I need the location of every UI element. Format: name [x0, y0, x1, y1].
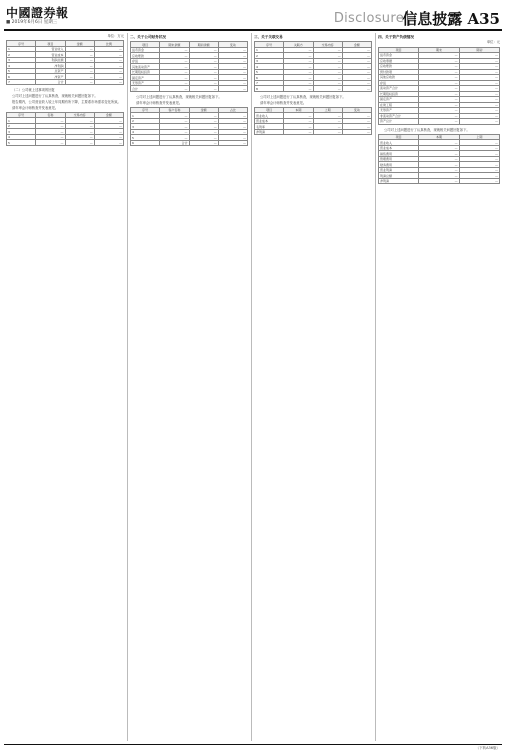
table-header-cell: 名称	[36, 112, 65, 118]
table-cell: 无形资产	[131, 80, 160, 86]
table-cell: —	[313, 113, 342, 119]
table-cell: —	[36, 118, 65, 124]
table-cell: —	[160, 69, 189, 75]
table-cell: 5	[255, 69, 284, 75]
table-header-cell: 变动	[218, 42, 247, 48]
table-cell: —	[160, 135, 189, 141]
table-cell: 净利润	[255, 129, 284, 135]
table-cell: —	[284, 58, 313, 64]
table-header-cell: 金额	[342, 42, 371, 48]
table-cell: 流动资产合计	[379, 86, 419, 92]
table-cell: —	[459, 91, 499, 97]
table-cell: —	[218, 86, 247, 92]
table-header-cell: 序号	[7, 112, 36, 118]
table-cell: —	[94, 129, 123, 135]
table-cell: —	[94, 140, 123, 146]
table-cell: —	[36, 129, 65, 135]
table-cell: —	[94, 118, 123, 124]
header-rule	[4, 29, 502, 31]
table-cell: 2	[255, 53, 284, 59]
footer-rule	[4, 744, 502, 745]
table-header-cell: 金额	[65, 41, 94, 47]
table-cell: 1	[131, 113, 160, 119]
table-row	[255, 129, 372, 135]
table-cell: 5	[131, 135, 160, 141]
table-cell: 存货	[379, 80, 419, 86]
table-cell: —	[36, 140, 65, 146]
table-cell: 无形资产	[379, 108, 419, 114]
table-cell: —	[94, 123, 123, 129]
table-cell: —	[94, 52, 123, 58]
table-cell: 营业收入	[379, 140, 419, 146]
table-cell: 预付款项	[379, 69, 419, 75]
table-cell: 4	[7, 134, 36, 140]
table-cell: 营业成本	[36, 52, 65, 58]
table-row	[7, 140, 124, 146]
table-cell: —	[342, 86, 371, 92]
table-cell: —	[419, 119, 459, 125]
table-cell: —	[459, 156, 499, 162]
section-title-english: Disclosure	[333, 11, 404, 26]
table-cell: —	[218, 129, 247, 135]
table-cell: 货币资金	[379, 53, 419, 59]
table-cell: —	[189, 58, 218, 64]
table-cell: 5	[7, 68, 36, 74]
paragraph: 公司对上述问题进行了认真核查，现就相关问题回复如下。	[260, 94, 346, 99]
table-header-cell: 交易内容	[313, 42, 342, 48]
article-column-3	[254, 33, 372, 741]
table-cell: —	[218, 80, 247, 86]
table-cell: —	[65, 118, 94, 124]
table-cell: —	[65, 123, 94, 129]
table-cell: —	[160, 129, 189, 135]
column-divider	[375, 33, 376, 741]
table-header-cell: 序号	[7, 41, 36, 47]
table-cell: 4	[255, 64, 284, 70]
page-number: A35	[467, 10, 500, 28]
table-header-cell: 占比	[218, 107, 247, 113]
table-cell: 净利润	[36, 63, 65, 69]
table-cell: —	[36, 123, 65, 129]
table-cell: —	[419, 97, 459, 103]
table-cell: 固定资产	[131, 75, 160, 81]
table-cell: —	[160, 124, 189, 130]
table-cell: —	[419, 75, 459, 81]
paragraph: 公司对上述问题进行了认真核查，现就相关问题回复如下。	[136, 94, 222, 99]
data-table	[6, 40, 124, 85]
table-cell: —	[459, 102, 499, 108]
table-cell: —	[313, 53, 342, 59]
table-cell: —	[218, 58, 247, 64]
table-cell: —	[459, 75, 499, 81]
table-cell: 合计	[131, 86, 160, 92]
table-cell: —	[218, 47, 247, 53]
table-row	[7, 79, 124, 85]
table-cell: —	[189, 113, 218, 119]
table-cell: —	[419, 58, 459, 64]
table-cell: —	[218, 53, 247, 59]
table-cell: —	[419, 86, 459, 92]
table-cell: —	[313, 86, 342, 92]
table-cell: —	[218, 118, 247, 124]
table-cell: —	[160, 75, 189, 81]
table-header-cell: 本期	[419, 134, 459, 140]
table-cell: 长期股权投资	[131, 69, 160, 75]
table-cell: —	[284, 69, 313, 75]
continued-note: （下转A36版）	[475, 746, 500, 750]
table-cell: 4	[7, 63, 36, 69]
table-cell: 5	[7, 140, 36, 146]
table-cell: —	[284, 129, 313, 135]
table-cell: 6	[255, 75, 284, 81]
table-cell: —	[419, 178, 459, 184]
table-cell: 营业收入	[36, 46, 65, 52]
table-cell: —	[313, 58, 342, 64]
table-cell: —	[342, 118, 371, 124]
table-cell: —	[160, 118, 189, 124]
table-cell: 存货	[131, 58, 160, 64]
issue-date: ■ 2019年6月6日 星期三	[6, 20, 58, 25]
table-cell: 7	[255, 80, 284, 86]
table-cell: 2	[131, 118, 160, 124]
table-cell: —	[459, 80, 499, 86]
table-cell: —	[94, 68, 123, 74]
table-cell: —	[284, 64, 313, 70]
table-cell: —	[36, 134, 65, 140]
table-cell: —	[419, 102, 459, 108]
table-header-row	[379, 47, 500, 53]
table-cell: —	[342, 80, 371, 86]
table-cell: 合计	[160, 140, 189, 146]
table-cell: —	[284, 53, 313, 59]
table-cell: 3	[7, 57, 36, 63]
table-header-cell: 本期	[284, 107, 313, 113]
table-cell: —	[313, 69, 342, 75]
table-cell: 8	[255, 86, 284, 92]
masthead	[0, 0, 506, 30]
table-header-cell: 期初	[459, 47, 499, 53]
table-cell: —	[284, 86, 313, 92]
table-cell: —	[459, 108, 499, 114]
column-divider	[127, 33, 128, 741]
table-cell: —	[419, 167, 459, 173]
table-cell: 净资产	[36, 74, 65, 80]
table-cell: 其他流动资产	[131, 64, 160, 70]
column-divider	[251, 33, 252, 741]
table-cell: —	[459, 140, 499, 146]
table-cell: 1	[7, 46, 36, 52]
table-cell: —	[419, 173, 459, 179]
table-cell: 其他应收款	[379, 75, 419, 81]
table-cell: —	[459, 113, 499, 119]
section-title-chinese	[402, 8, 500, 29]
table-cell: 3	[7, 129, 36, 135]
financial-table	[378, 134, 500, 185]
table-cell: —	[284, 113, 313, 119]
table-cell: —	[218, 64, 247, 70]
table-cell: —	[65, 140, 94, 146]
table-cell: —	[459, 167, 499, 173]
table-header-cell: 上期	[459, 134, 499, 140]
table-cell: 固定资产	[379, 97, 419, 103]
table-cell: —	[313, 80, 342, 86]
table-cell: —	[342, 69, 371, 75]
table-cell: 货币资金	[131, 47, 160, 53]
table-cell: —	[189, 47, 218, 53]
table-row	[131, 86, 248, 92]
table-cell: —	[459, 53, 499, 59]
table-cell: 营业收入	[255, 113, 284, 119]
table-cell: —	[218, 140, 247, 146]
table-cell: —	[160, 58, 189, 64]
table-cell: —	[419, 80, 459, 86]
table-cell: —	[65, 129, 94, 135]
table-cell: 4	[131, 129, 160, 135]
table-cell: —	[419, 64, 459, 70]
table-cell: —	[218, 75, 247, 81]
section-heading: 三、关于关联交易	[254, 35, 283, 39]
table-cell: —	[342, 64, 371, 70]
table-cell: 6	[7, 74, 36, 80]
table-row	[131, 140, 248, 146]
table-cell: 营业成本	[379, 145, 419, 151]
table-cell: —	[160, 47, 189, 53]
data-table	[130, 41, 248, 92]
table-cell: 毛利率	[255, 124, 284, 130]
table-cell: —	[342, 75, 371, 81]
table-cell: —	[189, 86, 218, 92]
table-cell: —	[459, 58, 499, 64]
table-header-cell: 交易内容	[65, 112, 94, 118]
table-cell: 2	[7, 52, 36, 58]
table-cell: 利润总额	[379, 173, 419, 179]
table-header-cell: 金额	[94, 112, 123, 118]
table-cell: 销售费用	[379, 151, 419, 157]
table-cell: 7	[7, 79, 36, 85]
table-cell: —	[342, 113, 371, 119]
table-cell: —	[459, 173, 499, 179]
table-cell: —	[459, 97, 499, 103]
table-cell: 非流动资产合计	[379, 113, 419, 119]
table-cell: —	[419, 151, 459, 157]
table-cell: —	[189, 140, 218, 146]
table-cell: —	[419, 145, 459, 151]
paragraph: （二）公司就上述事项的回复	[12, 88, 55, 93]
table-cell: —	[189, 129, 218, 135]
table-cell: 营业利润	[379, 167, 419, 173]
table-cell: —	[419, 91, 459, 97]
table-cell: —	[65, 57, 94, 63]
table-cell: —	[189, 135, 218, 141]
section-heading: 二、关于公司财务状况	[130, 35, 166, 39]
table-cell: 管理费用	[379, 156, 419, 162]
article-column-4	[378, 33, 500, 741]
table-cell: —	[94, 46, 123, 52]
table-cell: —	[94, 57, 123, 63]
data-table	[254, 107, 372, 136]
table-cell: —	[284, 75, 313, 81]
table-header-cell: 比例	[94, 41, 123, 47]
table-cell: —	[313, 64, 342, 70]
table-cell: —	[459, 162, 499, 168]
table-cell: 长期股权投资	[379, 91, 419, 97]
table-cell: —	[218, 135, 247, 141]
table-cell: 3	[131, 124, 160, 130]
table-cell: 应收票据	[379, 58, 419, 64]
table-row	[255, 86, 372, 92]
table-header-cell: 期初余额	[189, 42, 218, 48]
table-cell: —	[189, 53, 218, 59]
paragraph: 公司对上述问题进行了认真核查，现就相关问题回复如下。	[384, 127, 470, 132]
table-cell: —	[189, 118, 218, 124]
table-cell: —	[419, 113, 459, 119]
table-header-cell: 期末	[419, 47, 459, 53]
table-cell: —	[459, 119, 499, 125]
table-header-cell: 项目	[379, 134, 419, 140]
table-cell: —	[65, 68, 94, 74]
table-cell: —	[313, 75, 342, 81]
table-header-cell: 序号	[255, 42, 284, 48]
table-cell: —	[459, 178, 499, 184]
table-cell: 应收账款	[131, 53, 160, 59]
table-cell: —	[284, 80, 313, 86]
section-heading: 四、关于资产负债情况	[378, 35, 414, 39]
table-header-cell: 关联方	[284, 42, 313, 48]
unit-label: 单位：万元	[107, 34, 124, 38]
table-cell: 3	[255, 58, 284, 64]
financial-table	[378, 47, 500, 125]
table-cell: —	[189, 69, 218, 75]
table-cell: 营业成本	[255, 118, 284, 124]
table-cell: 在建工程	[379, 102, 419, 108]
table-row	[379, 178, 500, 184]
table-cell: —	[419, 69, 459, 75]
table-cell: —	[459, 86, 499, 92]
paragraph: 公司对上述问题进行了认真核查，现就相关问题回复如下。	[12, 94, 98, 99]
paragraph: 请年审会计师核查并发表意见。	[260, 100, 307, 105]
paragraph: 请年审会计师核查并发表意见。	[136, 100, 183, 105]
table-cell: —	[94, 134, 123, 140]
table-cell: —	[65, 79, 94, 85]
table-cell: —	[65, 74, 94, 80]
table-cell: —	[459, 69, 499, 75]
table-cell: —	[189, 64, 218, 70]
table-cell: 财务费用	[379, 162, 419, 168]
table-cell: —	[94, 79, 123, 85]
table-header-row	[379, 134, 500, 140]
table-cell: —	[65, 46, 94, 52]
table-cell: —	[218, 113, 247, 119]
table-cell: —	[313, 124, 342, 130]
table-cell: —	[313, 129, 342, 135]
paper-name: 中國證券報	[6, 6, 69, 20]
table-cell: —	[160, 113, 189, 119]
table-cell: —	[65, 63, 94, 69]
table-header-cell: 项目	[379, 47, 419, 53]
table-row	[379, 119, 500, 125]
table-cell: —	[459, 151, 499, 157]
table-cell: 1	[255, 47, 284, 53]
table-header-cell: 项目	[131, 42, 160, 48]
table-header-cell: 上期	[313, 107, 342, 113]
article-column-1	[6, 33, 124, 741]
table-cell: 应收账款	[379, 64, 419, 70]
table-header-cell: 金额	[189, 107, 218, 113]
table-cell: 利润总额	[36, 57, 65, 63]
table-cell: —	[218, 124, 247, 130]
table-header-cell: 项目	[36, 41, 65, 47]
table-cell: —	[342, 58, 371, 64]
table-cell: 2	[7, 123, 36, 129]
table-cell: —	[94, 63, 123, 69]
article-column-2	[130, 33, 248, 741]
table-cell: —	[160, 64, 189, 70]
table-cell: —	[94, 74, 123, 80]
table-cell: 净利润	[379, 178, 419, 184]
table-cell: —	[189, 80, 218, 86]
unit-label: 单位：元	[486, 40, 500, 45]
table-cell: —	[189, 124, 218, 130]
paragraph: 报告期内，公司营业收入较上年同期有所下降，主要系市场需求变化所致。	[12, 99, 121, 104]
table-header-cell: 序号	[131, 107, 160, 113]
table-cell: —	[218, 69, 247, 75]
table-cell: —	[284, 118, 313, 124]
table-cell: —	[189, 75, 218, 81]
table-cell: —	[342, 124, 371, 130]
table-cell: —	[419, 156, 459, 162]
table-cell: —	[313, 47, 342, 53]
section-name: 信息披露	[402, 10, 463, 28]
table-header-cell: 客户名称	[160, 107, 189, 113]
table-cell: 合计	[36, 79, 65, 85]
table-cell: —	[160, 53, 189, 59]
data-table	[254, 41, 372, 92]
table-cell: —	[342, 47, 371, 53]
table-header-cell: 期末余额	[160, 42, 189, 48]
table-cell: —	[65, 134, 94, 140]
table-cell: —	[459, 64, 499, 70]
table-header-cell: 项目	[255, 107, 284, 113]
data-table	[6, 112, 124, 146]
table-cell: —	[419, 53, 459, 59]
table-cell: 1	[7, 118, 36, 124]
table-cell: —	[284, 124, 313, 130]
table-cell: 总资产	[36, 68, 65, 74]
table-cell: —	[65, 52, 94, 58]
table-header-cell: 变动	[342, 107, 371, 113]
table-cell: —	[419, 108, 459, 114]
table-cell: —	[342, 129, 371, 135]
data-table	[130, 107, 248, 147]
table-cell: —	[459, 145, 499, 151]
table-cell: —	[342, 53, 371, 59]
paragraph: 请年审会计师核查并发表意见。	[12, 105, 59, 110]
table-cell: 6	[131, 140, 160, 146]
table-cell: —	[284, 47, 313, 53]
table-cell: —	[419, 162, 459, 168]
table-cell: —	[419, 140, 459, 146]
table-cell: —	[160, 80, 189, 86]
table-cell: 资产总计	[379, 119, 419, 125]
table-cell: —	[313, 118, 342, 124]
table-cell: —	[160, 86, 189, 92]
